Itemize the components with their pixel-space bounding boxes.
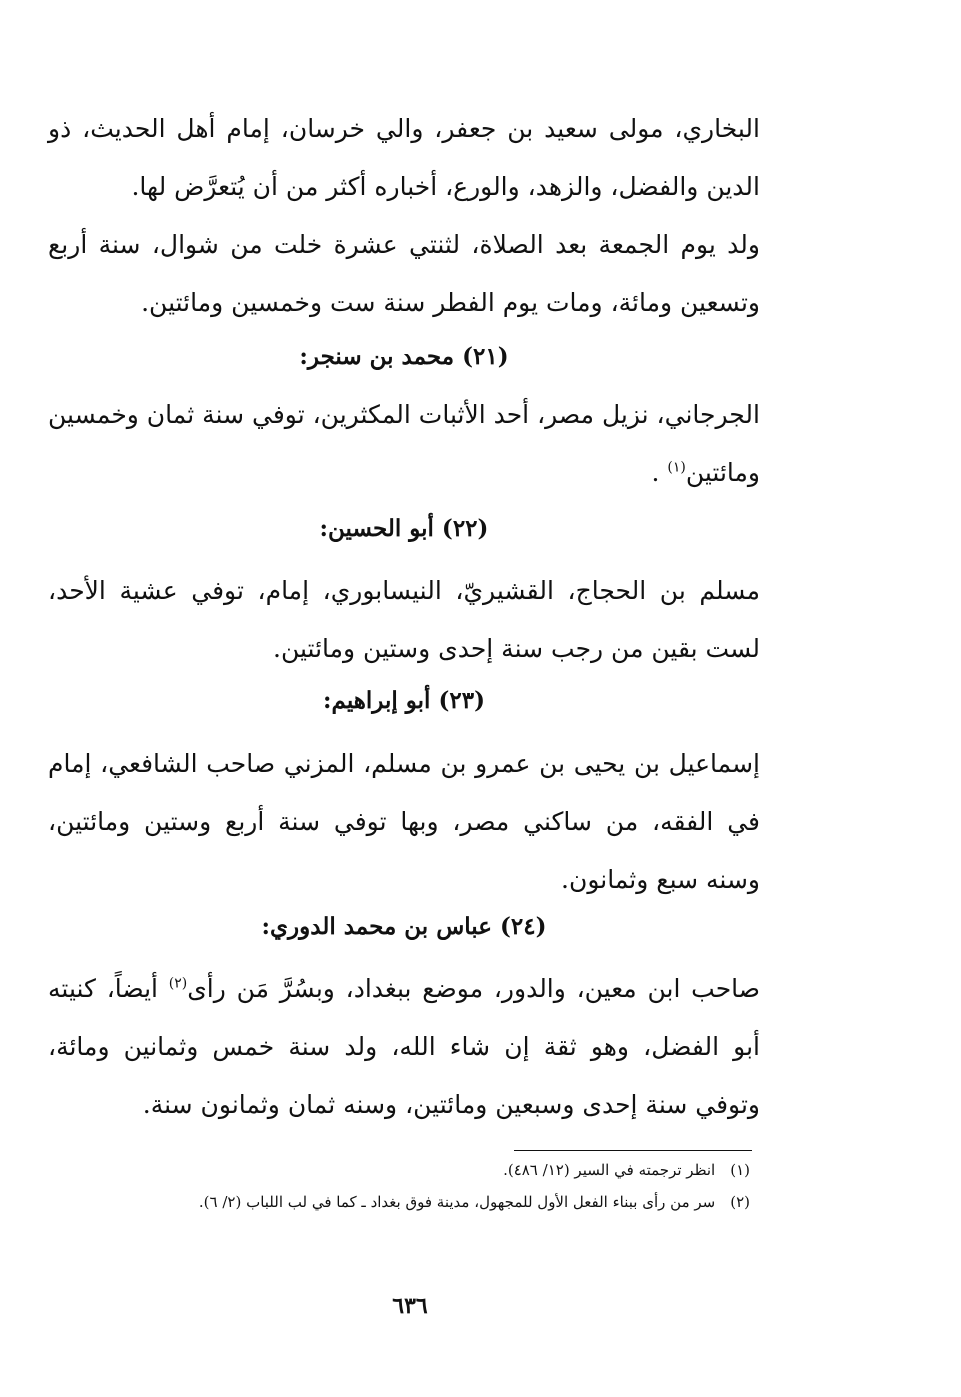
footnote-ref-1: (١): [667, 459, 686, 476]
paragraph-bukhari-description: البخاري، مولى سعيد بن جعفر، والي خرسان، إمام أهل الحديث، ذو الدين والفضل، والزهد، والورع، أخباره أكثر من أن يُتعرَّض لها.: [48, 114, 760, 201]
footnote-2: [150, 1189, 750, 1215]
paragraph-text: الجرجاني، نزيل مصر، أحد الأثبات المكثرين، توفي سنة ثمان وخمسين ومائتين: [48, 400, 760, 487]
entry-heading-23: (٢٣) أبو إبراهيم:: [323, 687, 485, 714]
footnote-text: انظر ترجمته في السير (١٢/ ٤٨٦).: [503, 1161, 716, 1179]
entry-heading-24: (٢٤) عباس بن محمد الدوري:: [261, 913, 547, 940]
footnote-text: سر من رأى ببناء الفعل الأول للمجهول، مدينة فوق بغداد ـ كما في لب اللباب (٢/ ٦).: [198, 1193, 716, 1211]
entry-heading-21: (٢١) محمد بن سنجر:: [299, 343, 509, 370]
paragraph-text-continued: أيضاً، كنيته أبو الفضل، وهو ثقة إن شاء الله، ولد سنة خمس وثمانين ومائة، وتوفي سنة إحدى وسبعين ومائتين، وسنه ثمان وثمانون سنة.: [48, 974, 760, 1119]
paragraph-muhammad-bin-sanjar: [48, 386, 760, 502]
paragraph-abbas-duri: [48, 960, 760, 1134]
paragraph-text: صاحب ابن معين، والدور، موضع ببغداد، وبسُرَّ مَن رأى: [187, 974, 761, 1003]
footnote-1: [150, 1157, 750, 1183]
footnote-ref-2: (٢): [168, 975, 188, 992]
footnote-divider: [514, 1150, 752, 1151]
page-number: ٦٣٦: [392, 1293, 428, 1319]
entry-heading-22: (٢٢) أبو الحسين:: [319, 515, 489, 542]
paragraph-ismail-muzani: إسماعيل بن يحيى بن عمرو بن مسلم، المزني صاحب الشافعي، إمام في الفقه، من ساكني مصر، وبها توفي سنة أربع وستين ومائتين، وسنه سبع وثمانون.: [48, 749, 760, 894]
paragraph-end: .: [651, 458, 668, 487]
paragraph-bukhari-dates: ولد يوم الجمعة بعد الصلاة، لثنتي عشرة خلت من شوال، سنة أربع وتسعين ومائة، ومات يوم الفطر سنة ست وخمسين ومائتين.: [48, 230, 760, 317]
footnote-number: (١): [730, 1161, 750, 1179]
paragraph-muslim-bin-hajjaj: مسلم بن الحجاج، القشيريّ، النيسابوري، إمام، توفي عشية الأحد، لست بقين من رجب سنة إحدى وستين ومائتين.: [48, 576, 760, 663]
footnote-number: (٢): [730, 1193, 750, 1211]
